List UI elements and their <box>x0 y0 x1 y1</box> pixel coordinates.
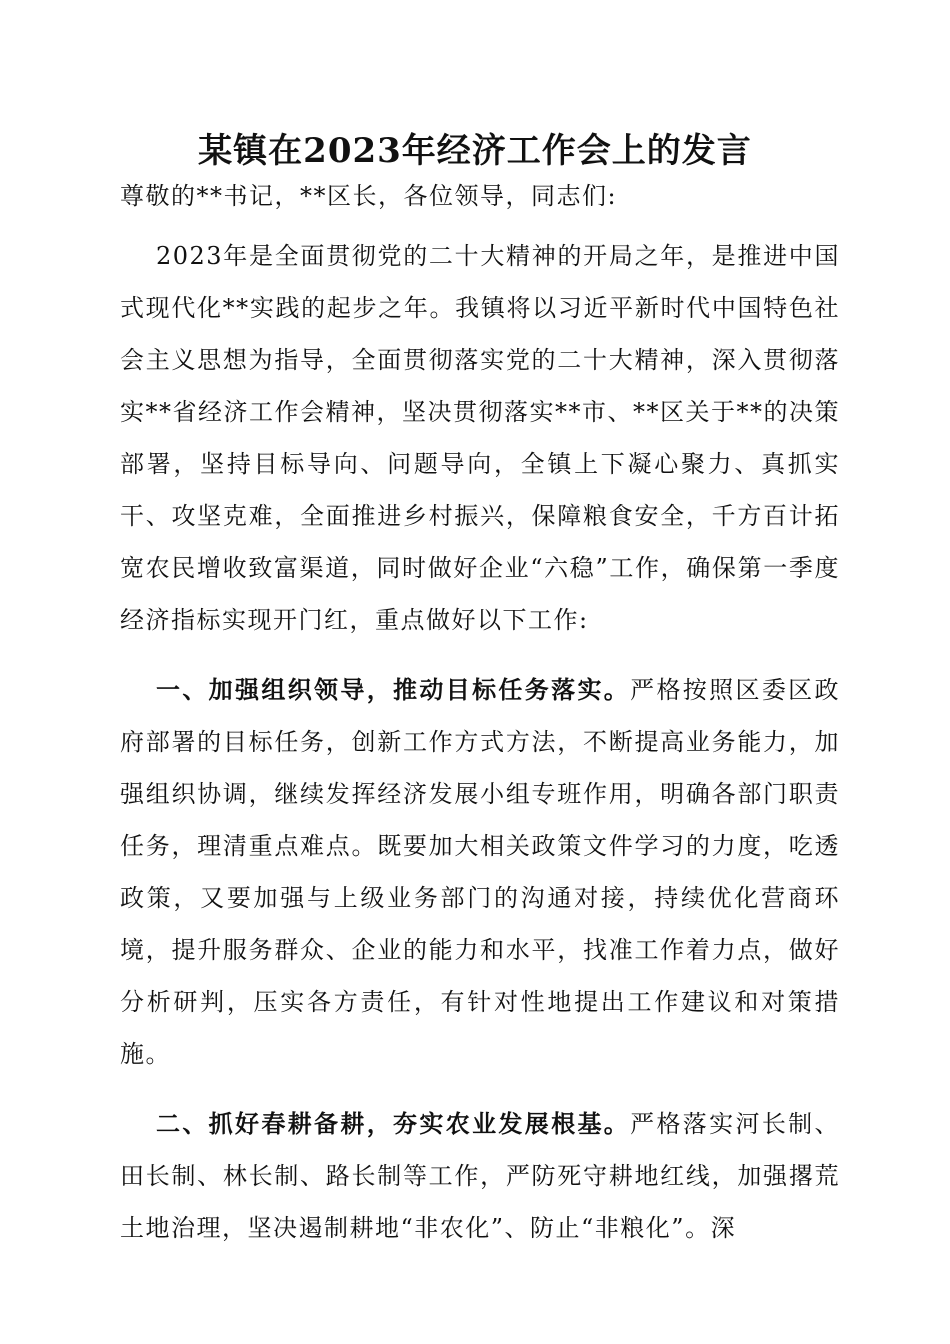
section-2-text: 严格落实河长制、田长制、林长制、路长制等工作，严防死守耕地红线，加强撂荒土地治理，坚决遏制耕地“非农化”、防止“非粮化”。深 <box>120 1110 841 1242</box>
section-2-paragraph <box>120 1098 840 1254</box>
section-2-heading: 二、抓好春耕备耕，夯实农业发展根基。 <box>156 1109 631 1138</box>
document-title: 某镇在2023年经济工作会上的发言 <box>198 131 752 171</box>
section-1-paragraph <box>120 664 840 1080</box>
document-body <box>120 170 840 1254</box>
salutation: 尊敬的**书记，**区长，各位领导，同志们: <box>120 182 618 210</box>
section-1-text: 严格按照区委区政府部署的目标任务，创新工作方式方法，不断提高业务能力，加强组织协调，继续发挥经济发展小组专班作用，明确各部门职责任务，理清重点难点。既要加大相关政策文件学习的力度，吃透政策，又要加强与上级业务部门的沟通对接，持续优化营商环境，提升服务群众、企业的能力和水平，找准工作着力点，做好分析研判，压实各方责任，有针对性地提出工作建议和对策措施。 <box>120 676 841 1068</box>
intro-paragraph: 2023年是全面贯彻党的二十大精神的开局之年，是推进中国式现代化**实践的起步之年。我镇将以习近平新时代中国特色社会主义思想为指导，全面贯彻落实党的二十大精神，深入贯彻落实**省经济工作会精神，坚决贯彻落实**市、**区关于**的决策部署，坚持目标导向、问题导向，全镇上下凝心聚力、真抓实干、攻坚克难，全面推进乡村振兴，保障粮食安全，千方百计拓宽农民增收致富渠道，同时做好企业“六稳”工作，确保第一季度经济指标实现开门红，重点做好以下工作: <box>120 242 840 634</box>
section-1-heading: 一、加强组织领导，推动目标任务落实。 <box>156 675 631 704</box>
